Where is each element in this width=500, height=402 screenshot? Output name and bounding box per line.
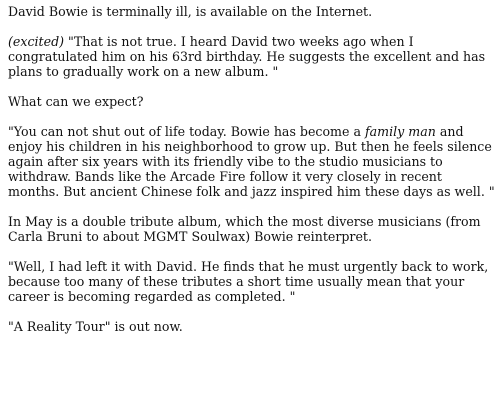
intro-paragraph — [8, 4, 496, 19]
quote-paragraph-family — [8, 124, 496, 199]
intro-text: David Bowie is terminally ill, is available on the Internet. — [8, 4, 373, 19]
career-quote-text: "Well, I had left it with David. He finds that he must urgently back to work, because too many of these tributes a short time usually mean that your career is becoming regarded as completed. " — [8, 259, 489, 304]
stage-direction: (excited) — [8, 34, 65, 49]
release-paragraph — [8, 319, 496, 334]
tribute-album-text: In May is a double tribute album, which the most diverse musicians (from Carla Bruni to about MGMT Soulwax) Bowie reinterpret. — [8, 214, 481, 244]
denial-quote-text: "That is not true. I heard David two weeks ago when I congratulated him on his 63rd birthday. He suggests the excellent and has plans to gradually work on a new album. " — [8, 34, 486, 79]
article-body — [8, 0, 496, 334]
quote-paragraph-career — [8, 259, 496, 304]
question-paragraph — [8, 94, 496, 109]
family-man-emphasis: family man — [364, 124, 436, 139]
release-text: "A Reality Tour" is out now. — [8, 319, 183, 334]
quote-paragraph-denial — [8, 34, 496, 79]
family-quote-end: and enjoy his children in his neighborhood to grow up. But then he feels silence again after six years with its friendly vibe to the studio musicians to withdraw. Bands like the Arcade Fire follow it very closely in recent months. But ancient Chinese folk and jazz inspired him these days as well. " — [8, 124, 495, 199]
family-quote-start: "You can not shut out of life today. Bowie has become a — [8, 124, 365, 139]
tribute-album-paragraph — [8, 214, 496, 244]
question-text: What can we expect? — [8, 94, 144, 109]
